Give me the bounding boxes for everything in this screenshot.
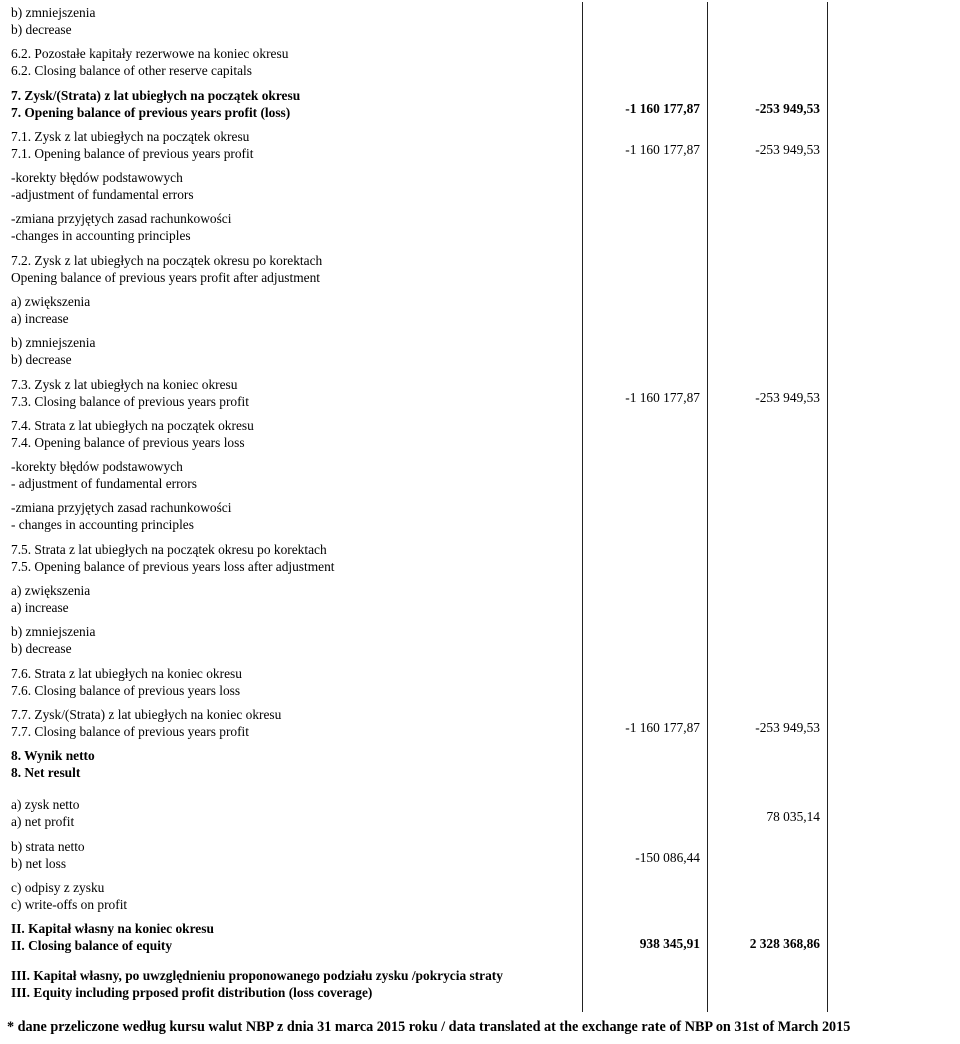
row-label	[11, 707, 281, 741]
row-label	[11, 253, 322, 287]
row-label	[11, 583, 90, 617]
label-english: Opening balance of previous years profit after adjustment	[11, 269, 320, 285]
label-polish: b) zmniejszenia	[11, 624, 96, 639]
row-label	[11, 335, 95, 369]
label-polish: III. Kapitał własny, po uwzględnieniu proponowanego podziału zysku /pokrycia straty	[11, 968, 503, 983]
row-label	[11, 129, 253, 163]
value-previous-period: -253 949,53	[755, 720, 820, 735]
label-english: 7.6. Closing balance of previous years loss	[11, 682, 241, 698]
label-english: a) increase	[11, 310, 69, 326]
value-current-period: -150 086,44	[635, 850, 700, 865]
row-label	[11, 921, 214, 955]
label-polish: II. Kapitał własny na koniec okresu	[11, 921, 214, 936]
label-polish: 7.2. Zysk z lat ubiegłych na początek okresu po korektach	[11, 253, 323, 268]
label-polish: a) zwiększenia	[11, 294, 91, 309]
label-polish: 7.7. Zysk/(Strata) z lat ubiegłych na koniec okresu	[11, 707, 282, 722]
footnote: * dane przeliczone według kursu walut NBP z dnia 31 marca 2015 roku / data translated at the exchange rate of NBP on 31st of March 2015	[7, 1019, 851, 1035]
row-label	[11, 666, 242, 700]
row-label	[11, 542, 335, 576]
label-english: a) net profit	[11, 813, 75, 829]
label-polish: c) odpisy z zysku	[11, 880, 105, 895]
label-polish: 7.4. Strata z lat ubiegłych na początek okresu	[11, 418, 254, 433]
label-polish: 7.5. Strata z lat ubiegłych na początek okresu po korektach	[11, 542, 327, 557]
column-divider-middle	[707, 2, 708, 1012]
row-label	[11, 418, 254, 452]
row-label	[11, 968, 503, 1002]
label-polish: b) zmniejszenia	[11, 5, 96, 20]
label-english: b) decrease	[11, 351, 72, 367]
value-previous-period: -253 949,53	[755, 142, 820, 157]
label-polish: -korekty błędów podstawowych	[11, 459, 183, 474]
label-english: II. Closing balance of equity	[11, 937, 173, 953]
label-english: b) net loss	[11, 855, 67, 871]
label-polish: 7.1. Zysk z lat ubiegłych na początek okresu	[11, 129, 250, 144]
value-previous-period: 2 328 368,86	[749, 936, 820, 951]
label-english: -changes in accounting principles	[11, 227, 191, 243]
label-polish: b) strata netto	[11, 839, 85, 854]
row-label	[11, 170, 194, 204]
row-label	[11, 88, 300, 122]
label-polish: -zmiana przyjętych zasad rachunkowości	[11, 500, 232, 515]
label-polish: 7. Zysk/(Strata) z lat ubiegłych na początek okresu	[11, 88, 301, 103]
label-english: - adjustment of fundamental errors	[11, 475, 197, 491]
row-label	[11, 294, 90, 328]
label-english: b) decrease	[11, 21, 72, 37]
label-english: b) decrease	[11, 640, 72, 656]
label-english: 7.3. Closing balance of previous years profit	[11, 393, 249, 409]
row-label	[11, 377, 249, 411]
label-english: 6.2. Closing balance of other reserve capitals	[11, 62, 252, 78]
label-english: 7. Opening balance of previous years profit (loss)	[11, 104, 291, 120]
column-divider-right	[827, 2, 828, 1012]
value-current-period: -1 160 177,87	[625, 101, 700, 116]
label-polish: 7.6. Strata z lat ubiegłych na koniec okresu	[11, 666, 242, 681]
row-label	[11, 5, 95, 39]
row-label	[11, 839, 85, 873]
label-polish: 7.3. Zysk z lat ubiegłych na koniec okresu	[11, 377, 238, 392]
label-polish: a) zwiększenia	[11, 583, 91, 598]
label-english: 7.7. Closing balance of previous years profit	[11, 723, 249, 739]
label-english: -adjustment of fundamental errors	[11, 186, 194, 202]
row-label	[11, 46, 288, 80]
label-english: - changes in accounting principles	[11, 516, 194, 532]
value-previous-period: -253 949,53	[755, 101, 820, 116]
value-current-period: -1 160 177,87	[625, 142, 700, 157]
label-polish: -zmiana przyjętych zasad rachunkowości	[11, 211, 232, 226]
label-polish: b) zmniejszenia	[11, 335, 96, 350]
row-label	[11, 211, 231, 245]
label-english: III. Equity including prposed profit distribution (loss coverage)	[11, 984, 373, 1000]
label-polish: 8. Wynik netto	[11, 748, 95, 763]
label-polish: 6.2. Pozostałe kapitały rezerwowe na koniec okresu	[11, 46, 289, 61]
label-english: 8. Net result	[11, 764, 81, 780]
label-english: 7.4. Opening balance of previous years loss	[11, 434, 245, 450]
row-label	[11, 797, 79, 831]
column-divider-left	[582, 2, 583, 1012]
row-label	[11, 459, 197, 493]
value-current-period: 938 345,91	[639, 936, 700, 951]
value-previous-period: -253 949,53	[755, 390, 820, 405]
label-polish: a) zysk netto	[11, 797, 80, 812]
value-current-period: -1 160 177,87	[625, 390, 700, 405]
row-label	[11, 624, 95, 658]
label-english: 7.1. Opening balance of previous years profit	[11, 145, 254, 161]
row-label	[11, 880, 127, 914]
row-label	[11, 748, 95, 782]
label-english: a) increase	[11, 599, 69, 615]
value-current-period: -1 160 177,87	[625, 720, 700, 735]
value-previous-period: 78 035,14	[766, 809, 820, 824]
label-english: 7.5. Opening balance of previous years loss after adjustment	[11, 558, 335, 574]
label-english: c) write-offs on profit	[11, 896, 128, 912]
label-polish: -korekty błędów podstawowych	[11, 170, 183, 185]
row-label	[11, 500, 231, 534]
